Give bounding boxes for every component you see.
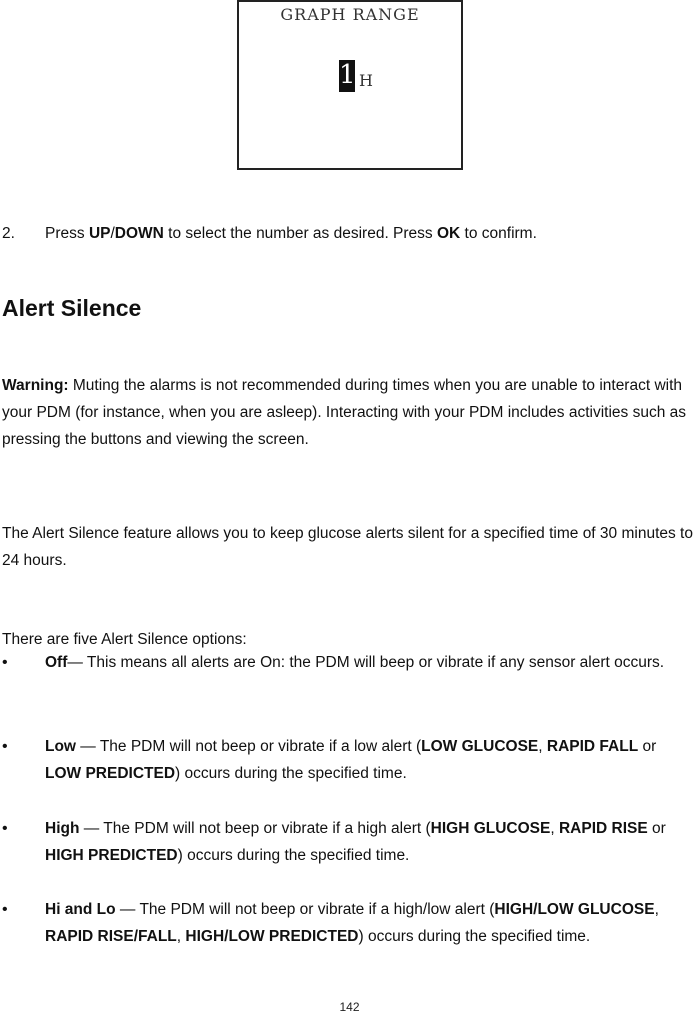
bullet-icon: • — [2, 820, 8, 837]
bullet-icon: • — [2, 738, 8, 755]
graph-range-value — [339, 60, 373, 92]
warning-paragraph: Warning: Muting the alarms is not recommended during times when you are unable to interact with your PDM (for instance, when you are asleep). Interacting with your PDM includes activities such as pressing the buttons and viewing the screen. — [2, 377, 687, 448]
device-screen — [237, 0, 463, 170]
range-digit: 1 — [339, 60, 356, 90]
step-number: 2. — [2, 225, 15, 242]
bullet-icon: • — [2, 901, 8, 918]
screen-title: GRAPH RANGE — [280, 5, 420, 24]
range-unit: H — [359, 71, 373, 90]
page-number: 142 — [339, 1000, 360, 1014]
step-text: Press UP/DOWN to select the number as desired. Press OK to confirm. — [45, 225, 537, 242]
feature-paragraph: The Alert Silence feature allows you to keep glucose alerts silent for a specified time of 30 minutes to 24 hours. — [2, 525, 693, 569]
bullet-icon: • — [2, 654, 8, 671]
options-intro: There are five Alert Silence options: — [2, 631, 247, 648]
section-heading: Alert Silence — [2, 295, 142, 321]
